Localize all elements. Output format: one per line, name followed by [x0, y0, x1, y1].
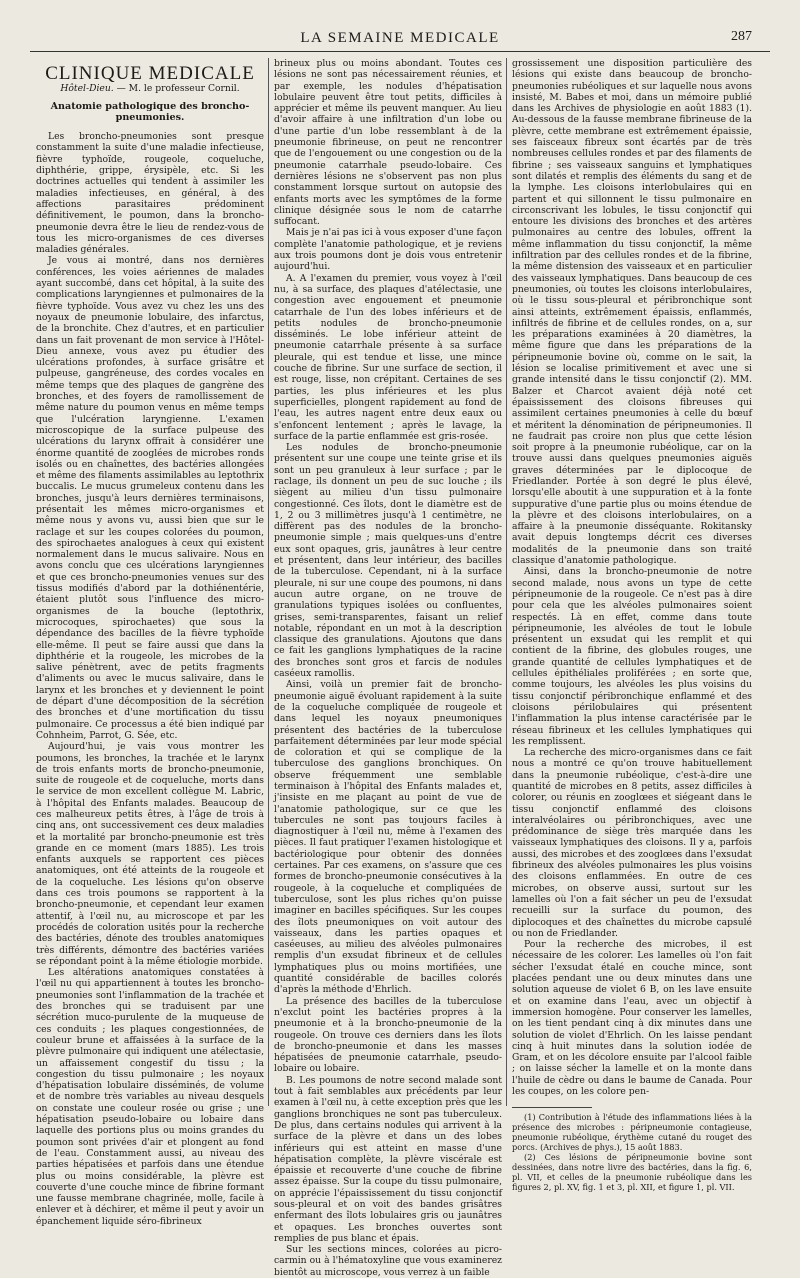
paragraph: La présence des bacilles de la tuberculose n'exclut point les bactéries propres à la pneumonie et à la broncho-pneumonie de la rougeole. On trouve ces derniers dans les îlots de broncho-pneumonie et dans les masses hépatisées de pneumonie catarrhale, pseudo-lobaire ou lobaire. [274, 995, 502, 1075]
paragraph: B. Les poumons de notre second malade sont tout à fait semblables aux précédents par leur examen à l'œil nu, à cette exception près que les ganglions bronchiques ne sont pas tuberculeux. De plus, dans certains nodules qui arrivent à la surface de la plèvre et dans un des lobes inférieurs qui est atteint en masse d'une hépatisation complète, la plèvre viscérale est épaissie et recouverte d'une couche de fibrine assez épaisse. Sur la coupe du tissu pulmonaire, on apprécie l'épaississement du tissu conjonctif sous-pleural et on voit des bandes grisâtres enfermant des îlots lobulaires gris ou jaunâtres et opaques. Les bronches ouvertes sont remplies de pus blanc et épais. [274, 1074, 502, 1244]
footnote: (1) Contribution à l'étude des inflammations liées à la présence des microbes : péripneumonie contagieuse, pneumonie rubéolique, érythème cutané du rouget des porcs. (Archives de phys.), 15 août 1883. [512, 1112, 752, 1153]
paragraph: Les nodules de broncho-pneumonie présentent sur une coupe une teinte grise et ils sont un peu granuleux à leur surface ; par le raclage, ils donnent un peu de suc louche ; ils siègent au milieu d'un tissu pulmonaire congestionné. Ces îlots, dont le diamètre est de 1, 2 ou 3 millimètres jusqu'à 1 centimètre, ne diffèrent pas des nodules de la broncho-pneumonie simple ; mais quelques-uns d'entre eux sont opaques, gris, jaunâtres à leur centre et présentent, dans leur intérieur, des bacilles de la tuberculose. Cependant, ni à la surface pleurale, ni sur une coupe des poumons, ni dans aucun autre organe, on ne trouve de granulations typiques isolées ou confluentes, grises, semi-transparentes, faisant un relief notable, répondant en un mot à la description classique des granulations. Ajoutons que dans ce fait les ganglions lymphatiques de la racine des bronches sont gros et farcis de nodules caséeux ramollis. [274, 442, 502, 680]
paragraph: Les altérations anatomiques constatées à l'œil nu qui appartiennent à toutes les broncho-pneumonies sont l'inflammation de la trachée et des bronches qui se traduisent par une sécrétion muco-purulente de la muqueuse de ces conduits ; les plaques congestionnées, de couleur brune et affaissées à la surface de la plèvre pulmonaire qui indiquent une atélectasie, un affaissement congestif du tissu ; la congestion du tissu pulmonaire ; les noyaux d'hépatisation lobulaire disséminés, de volume et de nombre très variables au niveau desquels on constate une couleur rosée ou grise ; une hépatisation pseudo-lobaire ou lobaire dans laquelle des portions plus ou moins grandes du poumon sont privées d'air et plongent au fond de l'eau. Constamment aussi, au niveau des parties hépatisées et parfois dans une étendue plus ou moins considérable, la plèvre est couverte d'une couche mince de fibrine formant une fausse membrane chagrinée, molle, facile à enlever et à déchirer, et même il peut y avoir un épanchement liquide séro-fibrineux [36, 967, 264, 1227]
running-title: LA SEMAINE MEDICALE [300, 30, 500, 46]
paragraph: grossissement une disposition particulière des lésions qui existe dans beaucoup de broncho-pneumonies rubéoliques et sur laquelle nous avons insisté, M. Babes et moi, dans un mémoire publié dans les Archives de physiologie en août 1883 (1). Au-dessous de la fausse membrane fibrineuse de la plèvre, cette membrane est extrêmement épaissie, ses faisceaux fibreux sont écartés par de très nombreuses cellules rondes et par des filaments de fibrine ; ses vaisseaux sanguins et lymphatiques sont dilatés et remplis des éléments du sang et de la lymphe. Les cloisons interlobulaires qui en partent et qui sillonnent le tissu pulmonaire en circonscrivant les lobules, le tissu conjonctif qui entoure les divisions des bronches et des artères pulmonaires au centre des lobules, offrent la même inflammation du tissu conjonctif, la même infiltration par des cellules rondes et de la fibrine, la même distension des vaisseaux et en particulier des vaisseaux lymphatiques. Dans beaucoup de ces pneumonies, où toutes les cloisons interlobulaires, où le tissu sous-pleural et péribronchique sont ainsi atteints, extrêmement épaissis, enflammés, infiltrés de fibrine et de cellules rondes, on a, sur les préparations examinées à 20 diamètres, la même figure que dans les préparations de la péripneumonie bovine où, comme on le sait, la lésion se localise primitivement et avec une si grande intensité dans le tissu conjonctif (2). MM. Balzer et Charcot avaient déjà noté cet épaississement des cloisons fibreuses qui assimilent certaines pneumonies à celle du bœuf et méritent la dénomination de péripneumonies. Il ne faudrait pas croire non plus que cette lésion soit propre à la pneumonie rubéolique, car on la trouve aussi dans quelques pneumonies aiguës graves déterminées par le diplocoque de Friedlander. Portée à son degré le plus élevé, lorsqu'elle aboutit à une suppuration et à la fonte suppurative d'une partie plus ou moins étendue de la plèvre et des cloisons interlobulaires, on a affaire à la pneumonie disséquante. Rokitansky avait depuis longtemps décrit ces diverses modalités de la pneumonie dans son traité classique d'anatomie pathologique. [512, 58, 752, 567]
article-subheading: Anatomie pathologique des broncho-pneumonies. [50, 100, 250, 123]
header-rule [30, 51, 770, 52]
paragraph: Mais je n'ai pas ici à vous exposer d'une façon complète l'anatomie pathologique, et je reviens aux trois poumons dont je dois vous entretenir aujourd'hui. [274, 227, 502, 273]
paragraph: Aujourd'hui, je vais vous montrer les poumons, les bronches, la trachée et le larynx de trois enfants morts de broncho-pneumonie, suite de rougeole et de coqueluche, morts dans le service de mon excellent collègue M. Labric, à l'hôpital des Enfants malades. Beaucoup de ces malheureux petits êtres, à l'âge de trois à cinq ans, ont successivement ces deux maladies et la mortalité par broncho-pneumonie est très grande en ce moment (mars 1885). Les trois enfants auxquels se rapportent ces pièces anatomiques, ont été atteints de la rougeole et de la coqueluche. Les lésions qu'on observe dans ces trois poumons se rapportent à la broncho-pneumonie, et cependant leur examen attentif, à l'œil nu, au microscope et par les procédés de coloration usités pour la recherche des bactéries, dénote des troubles anatomiques très différents, démontre des bactéries variées se répondant point à la même étiologie morbide. [36, 741, 264, 967]
byline [36, 83, 264, 94]
paragraph: Les broncho-pneumonies sont presque constamment la suite d'une maladie infectieuse, fièvre typhoïde, rougeole, coqueluche, diphthérie, grippe, érysipèle, etc. Si les doctrines actuelles qui tendent à assimiler les maladies infectieuses, en général, à des affections parasitaires prédominent définitivement, le poumon, dans la broncho-pneumonie devra être le lieu de rendez-vous de tous les micro-organismes de ces diverses maladies générales. [36, 131, 264, 256]
column-2 [274, 58, 502, 1278]
page-number: 287 [731, 29, 752, 44]
paragraph: La recherche des micro-organismes dans ce fait nous a montré ce qu'on trouve habituellement dans la pneumonie rubéolique, c'est-à-dire une quantité de microbes en 8 petits, assez difficiles à colorer, ou réunis en zooglœes et siégeant dans le tissu conjonctif enflammé des cloisons interalvéolaires ou péribronchiques, avec une prédominance de siège très marquée dans les vaisseaux lymphatiques des cloisons. Il y a, parfois aussi, des microbes et des zooglœes dans l'exsudat fibrineux des alvéoles pulmonaires les plus voisins des cloisons enflammées. En outre de ces microbes, on observe aussi, surtout sur les lamelles où l'on a fait sécher un peu de l'exsudat recueilli sur la surface du poumon, des diplocoques et des chaînettes du microbe capsulé ou non de Friedlander. [512, 747, 752, 939]
column-3 [512, 58, 752, 1193]
paragraph: brineux plus ou moins abondant. Toutes ces lésions ne sont pas nécessairement réunies, et par exemple, les nodules d'hépatisation lobulaire peuvent être tout petits, difficiles à apprécier et même ils peuvent manquer. Au lieu d'avoir affaire à une infiltration d'un lobe ou d'une partie d'un lobe ressemblant à de la pneumonie fibrineuse, on peut ne rencontrer que de l'engouement ou une congestion ou de la pneumonie catarrhale pseudo-lobaire. Ces dernières lésions ne s'observent pas non plus constamment lorsque surtout on autopsie des enfants morts avec les symptômes de la forme clinique désignée sous le nom de catarrhe suffocant. [274, 58, 502, 228]
paragraph: Je vous ai montré, dans nos dernières conférences, les voies aériennes de malades ayant succombé, dans cet hôpital, à la suite des complications laryngiennes et pulmonaires de la fièvre typhoïde. Vous avez vu chez les uns des noyaux de pneumonie lobulaire, des infarctus, de la bronchite. Chez d'autres, et en particulier dans un fait provenant de mon service à l'Hôtel-Dieu annexe, vous avez pu étudier des ulcérations profondes, à surface grisâtre et pulpeuse, gangréneuse, des cordes vocales en même temps que des plaques de gangrène des bronches, et des foyers de ramollissement de même nature du poumon venus en même temps que l'ulcération laryngienne. L'examen microscopique de la surface pulpeuse des ulcérations du larynx offrait à considérer une énorme quantité de zooglées de microbes ronds isolés ou en chaînettes, des bactéries allongées et même des filaments assimilables au leptothrix buccalis. Le mucus grumeleux contenu dans les bronches, jusqu'à leurs dernières terminaisons, présentait les mêmes micro-organismes et même nous y avons vu, aussi bien que sur le raclage et sur les coupes colorées du poumon, des spirochaetes analogues à ceux qui existent normalement dans le mucus salivaire. Nous en avons conclu que ces ulcérations laryngiennes et que ces broncho-pneumonies venues sur des tissus modifiés d'abord par la dothiénentérie, étaient plutôt sous l'influence des micro-organismes de la bouche (leptothrix, microcoques, spirochaetes) que sous la dépendance des bacilles de la fièvre typhoïde elle-même. Il peut se faire aussi que dans la diphthérie et la rougeole, les microbes de la salive pénètrent, avec de petits fragments d'aliments ou avec le mucus salivaire, dans le larynx et les bronches et y deviennent le point de départ d'une décomposition de la sécrétion des bronches et d'une mortification du tissu pulmonaire. Ce processus a été bien indiqué par Cohnheim, Parrot, G. Sée, etc. [36, 255, 264, 741]
byline-author: — M. le professeur Cornil. [116, 83, 240, 95]
byline-place: Hôtel-Dieu. [60, 83, 114, 95]
footnote: (2) Ces lésions de péripneumonie bovine sont dessinées, dans notre livre des bactéries, dans la fig. 6, pl. VII, et celles de la pneumonie rubéolique dans les figures 2, pl. XV, fig. 1 et 3, pl. XII, et figure 1, pl. VII. [512, 1152, 752, 1193]
paragraph: Ainsi, voilà un premier fait de broncho-pneumonie aiguë évoluant rapidement à la suite de la coqueluche compliquée de rougeole et dans lequel les noyaux pneumoniques présentent des bactéries de la tuberculose parfaitement déterminées par leur mode spécial de coloration et qui se complique de la tuberculose des ganglions bronchiques. On observe fréquemment une semblable terminaison à l'hôpital des Enfants malades et, j'insiste en me plaçant au point de vue de l'anatomie pathologique, sur ce que les tubercules ne sont pas toujours faciles à diagnostiquer à l'œil nu, même à l'examen des pièces. Il faut pratiquer l'examen histologique et bactériologique pour obtenir des données certaines. Par ces examens, on s'assure que ces formes de broncho-pneumonie consécutives à la rougeole, à la coqueluche et compliquées de tuberculose, sont les plus riches qu'on puisse imaginer en bacilles spécifiques. Sur les coupes des îlots pneumoniques on voit autour des vaisseaux, dans les parties opaques et caséeuses, au milieu des alvéoles pulmonaires remplis d'un exsudat fibrineux et de cellules lymphatiques plus ou moins mortifiées, une quantité considérable de bacilles colorés d'après la méthode d'Ehrlich. [274, 679, 502, 996]
paragraph: Ainsi, dans la broncho-pneumonie de notre second malade, nous avons un type de cette péripneumonie de la rougeole. Ce n'est pas à dire pour cela que les alvéoles pulmonaires soient respectés. Là en effet, comme dans toute péripneumonie, les alvéoles de tout le lobule présentent un exsudat qui les remplit et qui contient de la fibrine, des globules rouges, une grande quantité de cellules lymphatiques et de cellules épithéliales proliférées ; en sorte que, comme toujours, les alvéoles les plus voisins du tissu conjonctif péribronchique enflammé et des cloisons périlobulaires qui présentent l'inflammation la plus intense caractérisée par le réseau fibrineux et les cellules lymphatiques qui les remplissent. [512, 566, 752, 747]
paragraph: Sur les sections minces, colorées au picro-carmin ou à l'hématoxyline que vous examinerez bientôt au microscope, vous verrez à un faible [274, 1244, 502, 1278]
paragraph: Pour la recherche des microbes, il est nécessaire de les colorer. Les lamelles où l'on fait sécher l'exsudat étalé en couche mince, sont placées pendant une ou deux minutes dans une solution aqueuse de violet 6 B, on les lave ensuite et on examine dans l'eau, avec un objectif à immersion homogène. Pour conserver les lamelles, on les tient pendant cinq à dix minutes dans une solution de violet d'Ehrlich. On les laisse pendant cinq à huit minutes dans la solution iodée de Gram, et on les décolore ensuite par l'alcool faible ; on laisse sécher la lamelle et on la monte dans l'huile de cèdre ou dans le baume de Canada. Pour les coupes, on les colore pen- [512, 939, 752, 1098]
paragraph: A. A l'examen du premier, vous voyez à l'œil nu, à sa surface, des plaques d'atélectasie, une congestion avec engouement et pneumonie catarrhale de l'un des lobes inférieurs et de petits nodules de broncho-pneumonie disséminés. Le lobe inférieur atteint de pneumonie catarrhale présente à sa surface pleurale, qui est tendue et lisse, une mince couche de fibrine. Sur une surface de section, il est rouge, lisse, non crépitant. Certaines de ses parties, les plus inférieures et les plus superficielles, plongent rapidement au fond de l'eau, les autres nagent entre deux eaux ou s'enfoncent lentement ; après le lavage, la surface de la partie enflammée est gris-rosée. [274, 272, 502, 442]
section-title: CLINIQUE MEDICALE [45, 63, 255, 84]
footnote-rule [512, 1107, 592, 1108]
column-1 [36, 58, 264, 1227]
column-divider [268, 58, 269, 1106]
column-divider [506, 58, 507, 1106]
